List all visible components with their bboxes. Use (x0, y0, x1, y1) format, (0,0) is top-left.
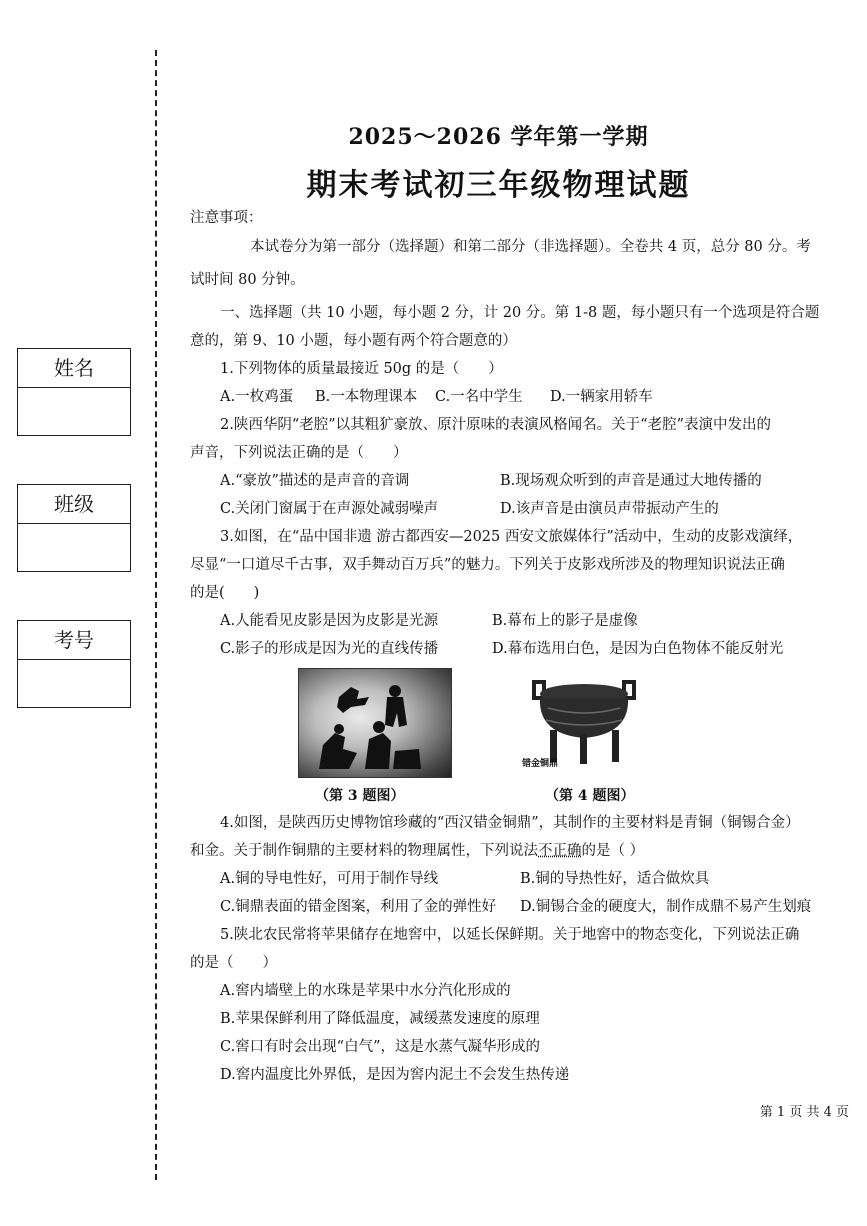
q3-options-row-1 (220, 611, 840, 631)
q3-options-row-2 (220, 639, 840, 659)
q5-stem-1: 5.陕北农民常将苹果储存在地窖中，以延长保鲜期。关于地窖中的物态变化，下列说法正确 (220, 927, 800, 943)
q3-option-b[interactable]: B.幕布上的影子是虚像 (492, 613, 638, 629)
exam-title: 期末考试初三年级物理试题 (306, 168, 691, 203)
q2-option-b[interactable]: B.现场观众听到的声音是通过大地传播的 (500, 473, 762, 489)
q3-stem-1: 3.如图，在“品中国非遗 游古都西安—2025 西安文旅媒体行”活动中，生动的皮影戏演绎， (220, 529, 803, 545)
q2-option-d[interactable]: D.该声音是由演员声带振动产生的 (500, 501, 719, 517)
ding-label: 错金铜鼎 (522, 759, 559, 769)
figure-4-caption: （第 4 题图） (545, 788, 635, 804)
q3-option-a[interactable]: A.人能看见皮影是因为皮影是光源 (220, 613, 439, 629)
q4-option-b[interactable]: B.铜的导热性好，适合做炊具 (520, 871, 710, 887)
exam-number-field[interactable] (18, 660, 130, 708)
notice-line-2: 试时间 80 分钟。 (190, 272, 305, 288)
q2-options-row-2 (220, 499, 840, 519)
q3-stem-3: 的是( ) (190, 585, 260, 601)
cut-line (155, 50, 157, 1180)
q4-options-row-1 (220, 869, 840, 889)
q3-stem-2: 尽显“一口道尽千古事，双手舞动百万兵”的魅力。下列关于皮影戏所涉及的物理知识说法正确 (190, 557, 785, 573)
shadow-puppet-figures (299, 669, 451, 777)
q4-stem-1: 4.如图，是陕西历史博物馆珍藏的“西汉错金铜鼎”，其制作的主要材料是青铜（铜锡合金） (220, 815, 800, 831)
bronze-ding-image (520, 668, 648, 776)
q1-option-a[interactable]: A.一枚鸡蛋 (220, 389, 294, 405)
name-field[interactable] (18, 388, 130, 436)
q5-option-c[interactable]: C.窖口有时会出现“白气”，这是水蒸气凝华形成的 (220, 1039, 541, 1055)
q2-option-c[interactable]: C.关闭门窗属于在声源处减弱噪声 (220, 501, 439, 517)
q5-stem-2: 的是（ ） (190, 955, 277, 971)
q3-option-c[interactable]: C.影子的形成是因为光的直线传播 (220, 641, 439, 657)
section1-line-1: 一、选择题（共 10 小题，每小题 2 分，计 20 分。第 1-8 题，每小题只有一个选项是符合题 (220, 305, 820, 321)
q2-option-a[interactable]: A.“豪放”描述的是声音的音调 (220, 473, 410, 489)
name-label: 姓名 (18, 349, 130, 388)
q2-stem-1: 2.陕西华阴“老腔”以其粗犷豪放、原汁原味的表演风格闻名。关于“老腔”表演中发出的 (220, 417, 771, 433)
term-title: 2025～2026 学年第一学期 (348, 124, 649, 150)
q1-options (220, 387, 840, 407)
q4-option-d[interactable]: D.铜锡合金的硬度大，制作成鼎不易产生划痕 (520, 899, 812, 915)
exam-number-box (17, 620, 131, 708)
q3-option-d[interactable]: D.幕布选用白色，是因为白色物体不能反射光 (492, 641, 784, 657)
q1-option-c[interactable]: C.一名中学生 (435, 389, 523, 405)
q1-stem: 1.下列物体的质量最接近 50g 的是（ ） (220, 361, 503, 377)
q1-option-b[interactable]: B.一本物理课本 (315, 389, 418, 405)
q1-option-d[interactable]: D.一辆家用轿车 (550, 389, 653, 405)
q5-option-a[interactable]: A.窖内墙壁上的水珠是苹果中水分汽化形成的 (220, 983, 511, 999)
q5-option-b[interactable]: B.苹果保鲜利用了降低温度，减缓蒸发速度的原理 (220, 1011, 540, 1027)
q2-stem-2: 声音，下列说法正确的是（ ） (190, 445, 408, 461)
figure-3-caption: （第 3 题图） (315, 788, 405, 804)
q4-option-a[interactable]: A.铜的导电性好，可用于制作导线 (220, 871, 439, 887)
exam-number-label: 考号 (18, 621, 130, 660)
class-label: 班级 (18, 485, 130, 524)
q4-stem-2c: 的是（ ） (581, 843, 645, 859)
q4-options-row-2 (220, 897, 840, 917)
q5-option-d[interactable]: D.窖内温度比外界低，是因为窖内泥土不会发生热传递 (220, 1067, 570, 1083)
q2-options-row-1 (220, 471, 840, 491)
q4-stem-2 (190, 841, 840, 861)
page-number: 第 1 页 共 4 页 (759, 1105, 849, 1120)
notice-line-1: 本试卷分为第一部分（选择题）和第二部分（非选择题）。全卷共 4 页，总分 80 分。考 (250, 239, 811, 255)
q4-stem-2a: 和金。关于制作铜鼎的主要材料的物理属性，下列说法 (190, 843, 538, 859)
class-box (17, 484, 131, 572)
shadow-puppet-image (298, 668, 452, 778)
q4-option-c[interactable]: C.铜鼎表面的错金图案，利用了金的弹性好 (220, 899, 497, 915)
class-field[interactable] (18, 524, 130, 572)
name-box (17, 348, 131, 436)
section1-line-2: 意的，第 9、10 小题，每小题有两个符合题意的） (190, 333, 517, 349)
q4-emphasis: 不正确 (538, 843, 582, 859)
notice-heading: 注意事项： (190, 210, 263, 226)
